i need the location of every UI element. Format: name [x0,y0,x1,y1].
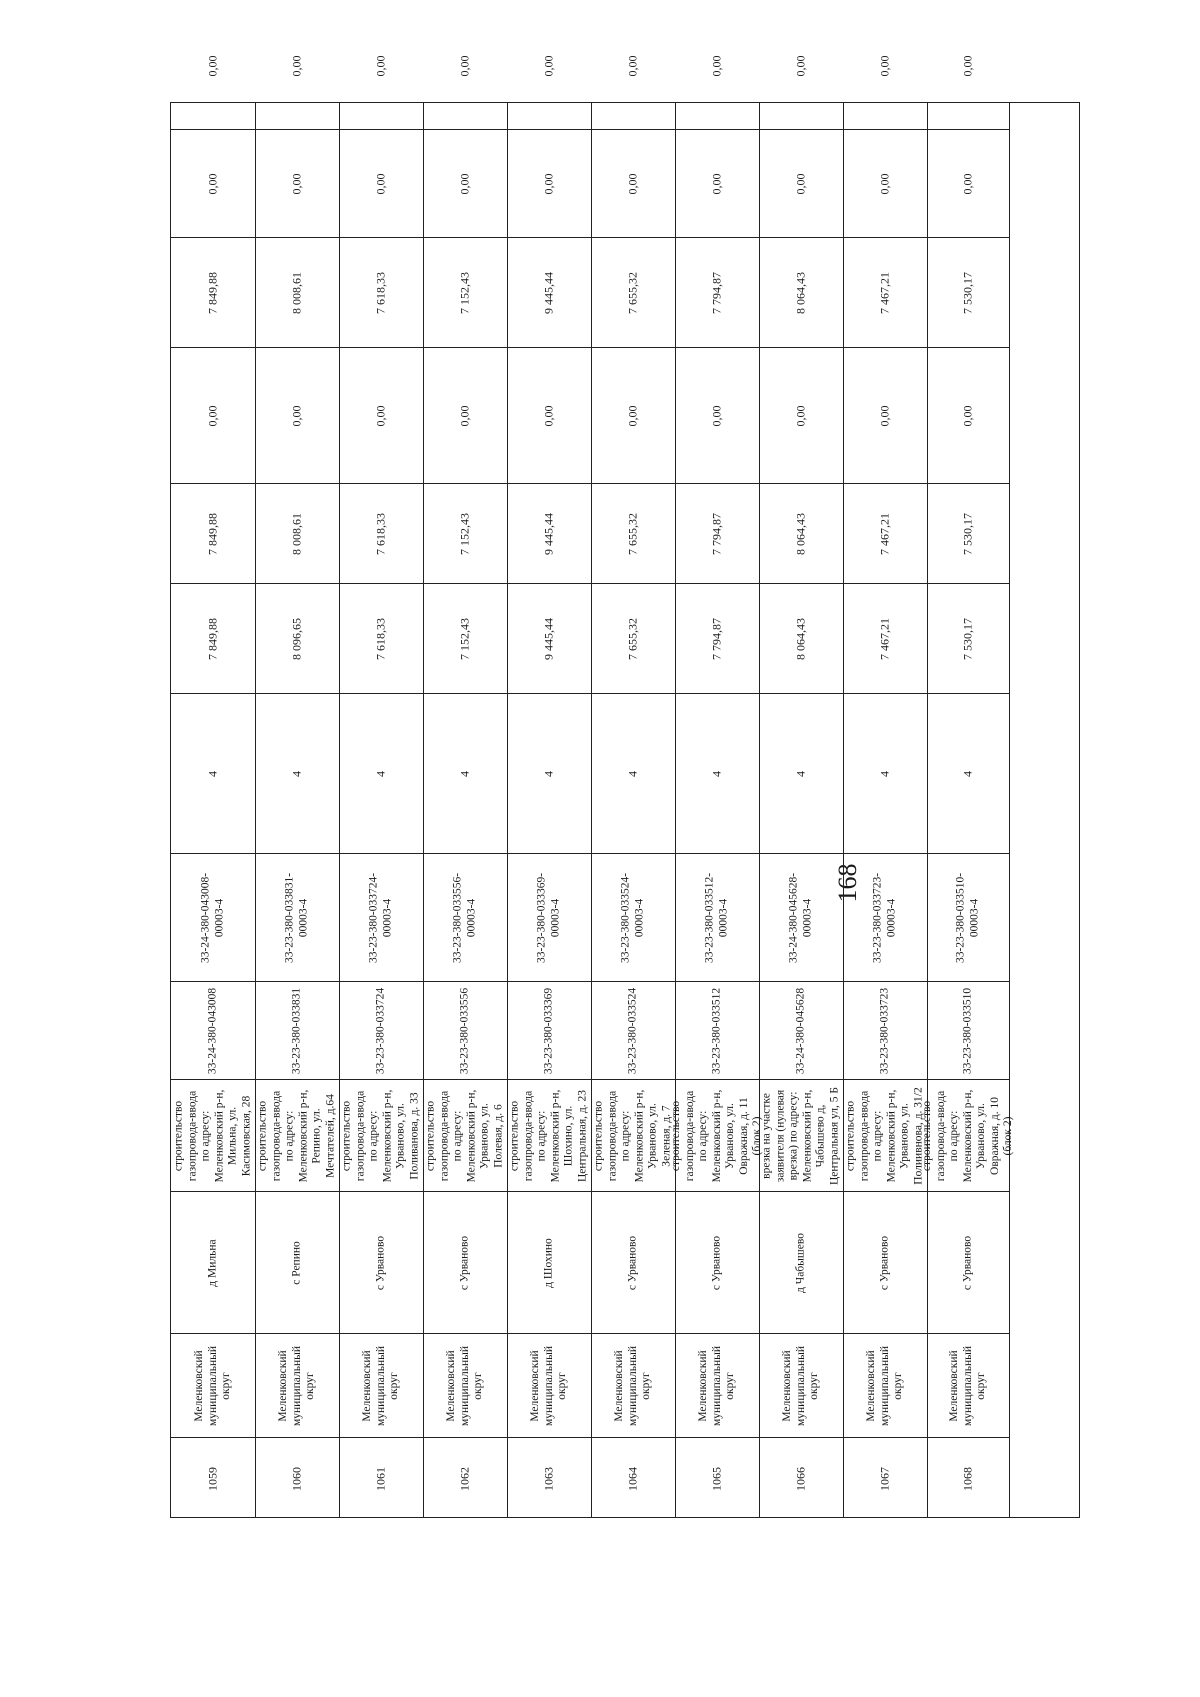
locality-text: с Урваново [626,1235,639,1290]
object-code-cell [171,853,255,981]
row-number-cell [507,1437,591,1519]
description-text: строительство газопровода-ввода по адресу: Меленковский р-н, Урваново, ул. Поливанова, д. 33 [340,1089,420,1182]
amount-f-cell [507,3,591,129]
amount-c-cell [927,347,1009,483]
amount-e-cell [591,129,675,237]
district-cell [423,1333,507,1437]
object-code-text: 33-23-380-033724-00003-4 [367,872,393,963]
category-cell [843,693,927,853]
object-code-text: 33-23-380-033556-00003-4 [451,872,477,963]
amount-c-text: 0,00 [793,405,808,426]
amount-e-cell [843,129,927,237]
amount-a-text: 7 152,43 [457,617,472,660]
amount-a-text: 8 096,65 [289,617,304,660]
cadastral-cell [507,981,591,1079]
cadastral-text: 33-23-380-033556 [458,987,471,1074]
amount-d-text: 7 655,32 [625,271,640,314]
locality-text: с Урваново [961,1235,974,1290]
row-number-text: 1062 [457,1466,472,1491]
amount-a-cell [675,583,759,693]
amount-b-text: 7 530,17 [960,512,975,555]
amount-d-cell [675,237,759,347]
amount-a-text: 7 467,21 [877,617,892,660]
cadastral-cell [339,981,423,1079]
table-row [591,55,675,1519]
amount-f-text: 0,00 [793,55,808,77]
row-number-cell [759,1437,843,1519]
amount-e-text: 0,00 [793,173,808,194]
locality-cell [927,1191,1009,1333]
object-code-text: 33-23-380-033723-00003-4 [871,872,897,963]
locality-cell [591,1191,675,1333]
locality-text: с Урваново [458,1235,471,1290]
amount-b-text: 7 849,88 [205,512,220,555]
amount-b-text: 7 467,21 [877,512,892,555]
amount-c-cell [591,347,675,483]
locality-text: д Мильна [206,1238,219,1287]
amount-d-cell [423,237,507,347]
category-cell [339,693,423,853]
cadastral-cell [423,981,507,1079]
description-text: строительство газопровода-ввода по адресу: Меленковский р-н, Урваново, ул. Полиивнова, д. 31/2 [844,1086,924,1185]
amount-f-text: 0,00 [373,55,388,77]
district-text: Меленковский муниципальный округ [696,1345,736,1426]
amount-e-text: 0,00 [205,173,220,194]
object-code-cell [507,853,591,981]
object-code-cell [927,853,1009,981]
locality-text: с Урваново [878,1235,891,1290]
row-number-cell [675,1437,759,1519]
amount-a-cell [759,583,843,693]
category-text: 4 [205,770,220,777]
category-cell [591,693,675,853]
district-text: Меленковский муниципальный округ [360,1345,400,1426]
table-row [423,55,507,1519]
amount-b-cell [423,483,507,583]
description-text: врезка на участке заявителя (нулевая врезка) по адресу: Меленковский р-н, Чабышево д, Центральная ул, 5 Б [760,1086,840,1185]
amount-b-text: 8 064,43 [793,512,808,555]
amount-f-text: 0,00 [709,55,724,77]
amount-c-text: 0,00 [205,405,220,426]
locality-cell [339,1191,423,1333]
category-text: 4 [960,770,975,777]
description-cell [591,1079,675,1191]
row-number-text: 1067 [877,1466,892,1491]
cadastral-text: 33-24-380-043008 [206,987,219,1074]
district-cell [171,1333,255,1437]
amount-d-cell [759,237,843,347]
description-text: строительство газопровода-ввода по адресу: Меленковский р-н, Шохино, ул. Центральная, д. 23 [508,1089,588,1182]
category-text: 4 [373,770,388,777]
row-number-text: 1068 [960,1466,975,1491]
amount-d-text: 7 849,88 [205,271,220,314]
description-cell [507,1079,591,1191]
amount-c-text: 0,00 [457,405,472,426]
category-cell [255,693,339,853]
cadastral-text: 33-23-380-033831 [290,987,303,1074]
district-text: Меленковский муниципальный округ [276,1345,316,1426]
description-cell [171,1079,255,1191]
amount-d-text: 8 008,61 [289,271,304,314]
amount-f-cell [423,3,507,129]
cadastral-cell [255,981,339,1079]
amount-e-text: 0,00 [709,173,724,194]
category-cell [423,693,507,853]
object-code-text: 33-23-380-033510-00003-4 [954,872,980,963]
locality-text: с Репино [290,1240,303,1285]
amount-e-cell [423,129,507,237]
amount-c-cell [171,347,255,483]
amount-d-text: 7 467,21 [877,271,892,314]
district-cell [255,1333,339,1437]
district-text: Меленковский муниципальный округ [528,1345,568,1426]
table-row [920,55,1014,1519]
amount-b-cell [507,483,591,583]
description-cell [423,1079,507,1191]
amount-f-text: 0,00 [877,55,892,77]
amount-b-text: 7 794,87 [709,512,724,555]
locality-text: д Шохино [542,1237,555,1288]
amount-b-cell [255,483,339,583]
row-number-text: 1063 [541,1466,556,1491]
amount-a-text: 7 530,17 [960,617,975,660]
amount-b-cell [675,483,759,583]
amount-e-cell [507,129,591,237]
amount-c-cell [255,347,339,483]
row-number-cell [843,1437,927,1519]
amount-e-text: 0,00 [541,173,556,194]
amount-a-text: 7 655,32 [625,617,640,660]
amount-e-cell [171,129,255,237]
amount-b-text: 7 655,32 [625,512,640,555]
description-text: строительство газопровода-ввода по адресу: Меленковский р-н, Урваново, ул. Зеленая, д. 7 [592,1089,672,1182]
amount-a-text: 7 849,88 [205,617,220,660]
cadastral-text: 33-24-380-045628 [794,987,807,1074]
amount-f-text: 0,00 [457,55,472,77]
category-text: 4 [625,770,640,777]
amount-c-text: 0,00 [373,405,388,426]
column-divider [1009,103,1010,1517]
row-number-text: 1065 [709,1466,724,1491]
category-text: 4 [541,770,556,777]
amount-a-cell [423,583,507,693]
amount-d-cell [507,237,591,347]
row-number-cell [171,1437,255,1519]
amount-b-cell [843,483,927,583]
amount-a-text: 7 618,33 [373,617,388,660]
amount-d-cell [591,237,675,347]
amount-b-text: 7 618,33 [373,512,388,555]
page-number: 168 [833,863,862,903]
amount-c-text: 0,00 [625,405,640,426]
amount-d-text: 7 794,87 [709,271,724,314]
cadastral-cell [843,981,927,1079]
table-row [507,55,591,1519]
category-cell [507,693,591,853]
amount-f-cell [843,3,927,129]
district-cell [843,1333,927,1437]
object-code-text: 33-23-380-033831-00003-4 [283,872,309,963]
amount-a-text: 7 794,87 [709,617,724,660]
district-text: Меленковский муниципальный округ [947,1345,987,1426]
amount-f-cell [675,3,759,129]
amount-e-cell [339,129,423,237]
amount-d-text: 7 618,33 [373,271,388,314]
amount-f-text: 0,00 [625,55,640,77]
amount-a-cell [339,583,423,693]
cadastral-text: 33-23-380-033724 [374,987,387,1074]
description-text: строительство газопровода-ввода по адресу: Меленковский р-н, Урваново, ул. Полевая, д. 6 [424,1089,504,1182]
amount-f-text: 0,00 [960,55,975,77]
amount-b-cell [171,483,255,583]
amount-b-cell [339,483,423,583]
locality-cell [759,1191,843,1333]
district-text: Меленковский муниципальный округ [780,1345,820,1426]
district-cell [591,1333,675,1437]
row-number-text: 1059 [205,1466,220,1491]
row-number-cell [255,1437,339,1519]
amount-e-cell [255,129,339,237]
amount-f-text: 0,00 [289,55,304,77]
cadastral-text: 33-23-380-033723 [878,987,891,1074]
row-number-cell [927,1437,1009,1519]
amount-e-text: 0,00 [960,173,975,194]
amount-f-cell [759,3,843,129]
description-cell [669,1079,763,1191]
amount-c-cell [339,347,423,483]
object-code-text: 33-24-380-043008-00003-4 [199,872,225,963]
amount-d-cell [843,237,927,347]
category-text: 4 [709,770,724,777]
cadastral-cell [591,981,675,1079]
district-cell [927,1333,1009,1437]
description-cell [255,1079,339,1191]
description-text: строительство газопровода-ввода по адресу: Меленковский р-н, Репино, ул. Мечтателей, д.64 [256,1089,336,1182]
amount-e-cell [675,129,759,237]
amount-b-text: 8 008,61 [289,512,304,555]
description-cell [759,1079,843,1191]
category-text: 4 [877,770,892,777]
amount-f-cell [927,3,1009,129]
description-cell [920,1079,1014,1191]
amount-a-cell [591,583,675,693]
amount-e-cell [759,129,843,237]
category-cell [171,693,255,853]
amount-e-text: 0,00 [625,173,640,194]
amount-b-cell [759,483,843,583]
amount-a-text: 8 064,43 [793,617,808,660]
amount-e-text: 0,00 [457,173,472,194]
amount-f-text: 0,00 [541,55,556,77]
amount-f-cell [339,3,423,129]
table-row [669,55,763,1519]
amount-c-cell [507,347,591,483]
object-code-cell [339,853,423,981]
district-text: Меленковский муниципальный округ [612,1345,652,1426]
locality-text: с Урваново [710,1235,723,1290]
category-cell [675,693,759,853]
amount-e-cell [927,129,1009,237]
amount-c-cell [759,347,843,483]
district-cell [507,1333,591,1437]
cadastral-cell [927,981,1009,1079]
amount-c-text: 0,00 [541,405,556,426]
district-text: Меленковский муниципальный округ [444,1345,484,1426]
locality-text: с Урваново [374,1235,387,1290]
district-text: Меленковский муниципальный округ [864,1345,904,1426]
district-cell [759,1333,843,1437]
object-code-cell [843,853,927,981]
table-row [339,55,423,1519]
object-code-text: 33-24-380-045628-00003-4 [787,872,813,963]
district-cell [675,1333,759,1437]
row-number-text: 1064 [625,1466,640,1491]
description-cell [339,1079,423,1191]
district-text: Меленковский муниципальный округ [192,1345,232,1426]
description-text: строительство газопровода-ввода по адресу: Меленковский р-н, Урваново, ул. Овражная, д. 11 (блок 2) [669,1089,763,1182]
row-number-text: 1066 [793,1466,808,1491]
description-text: строительство газопровода-ввода по адресу: Меленковский р-н, Мильна, ул. Касимовская, 28 [172,1089,252,1182]
amount-c-cell [675,347,759,483]
amount-b-text: 7 152,43 [457,512,472,555]
amount-b-text: 9 445,44 [541,512,556,555]
amount-d-cell [927,237,1009,347]
amount-d-text: 7 152,43 [457,271,472,314]
amount-d-text: 9 445,44 [541,271,556,314]
amount-d-text: 7 530,17 [960,271,975,314]
row-number-cell [591,1437,675,1519]
amount-c-text: 0,00 [709,405,724,426]
table-row [843,55,927,1519]
object-code-cell [591,853,675,981]
table-row [255,55,339,1519]
row-number-text: 1061 [373,1466,388,1491]
locality-text: д Чабышево [794,1232,807,1293]
amount-c-cell [843,347,927,483]
amount-c-text: 0,00 [877,405,892,426]
amount-b-cell [927,483,1009,583]
category-cell [759,693,843,853]
amount-c-text: 0,00 [960,405,975,426]
category-text: 4 [457,770,472,777]
amount-d-cell [171,237,255,347]
locality-cell [507,1191,591,1333]
amount-c-text: 0,00 [289,405,304,426]
amount-f-cell [255,3,339,129]
district-cell [339,1333,423,1437]
object-code-cell [759,853,843,981]
amount-e-text: 0,00 [289,173,304,194]
cadastral-text: 33-23-380-033512 [710,987,723,1074]
amount-f-cell [591,3,675,129]
amount-a-cell [507,583,591,693]
category-text: 4 [793,770,808,777]
amount-c-cell [423,347,507,483]
category-text: 4 [289,770,304,777]
amount-e-text: 0,00 [877,173,892,194]
amount-a-cell [927,583,1009,693]
cadastral-text: 33-23-380-033510 [961,987,974,1074]
data-table [170,55,1080,1518]
amount-e-text: 0,00 [373,173,388,194]
cadastral-text: 33-23-380-033369 [542,987,555,1074]
object-code-text: 33-23-380-033512-00003-4 [703,872,729,963]
amount-a-cell [843,583,927,693]
description-cell [843,1079,927,1191]
object-code-cell [255,853,339,981]
amount-d-text: 8 064,43 [793,271,808,314]
cadastral-text: 33-23-380-033524 [626,987,639,1074]
amount-f-cell [171,3,255,129]
cadastral-cell [675,981,759,1079]
amount-a-cell [255,583,339,693]
locality-cell [171,1191,255,1333]
row-number-text: 1060 [289,1466,304,1491]
object-code-text: 33-23-380-033524-00003-4 [619,872,645,963]
category-cell [927,693,1009,853]
object-code-text: 33-23-380-033369-00003-4 [535,872,561,963]
object-code-cell [423,853,507,981]
cadastral-cell [759,981,843,1079]
object-code-cell [675,853,759,981]
amount-a-cell [171,583,255,693]
row-number-cell [423,1437,507,1519]
amount-d-cell [339,237,423,347]
amount-a-text: 9 445,44 [541,617,556,660]
amount-f-text: 0,00 [205,55,220,77]
row-number-cell [339,1437,423,1519]
locality-cell [255,1191,339,1333]
table-row [759,55,843,1519]
description-text: строительство газопровода-ввода по адресу: Меленковский р-н, Урваново, ул. Овражная, д. 10 (блок 2) [920,1089,1014,1182]
table-row [171,55,255,1519]
locality-cell [423,1191,507,1333]
cadastral-cell [171,981,255,1079]
amount-b-cell [591,483,675,583]
amount-d-cell [255,237,339,347]
locality-cell [843,1191,927,1333]
locality-cell [675,1191,759,1333]
